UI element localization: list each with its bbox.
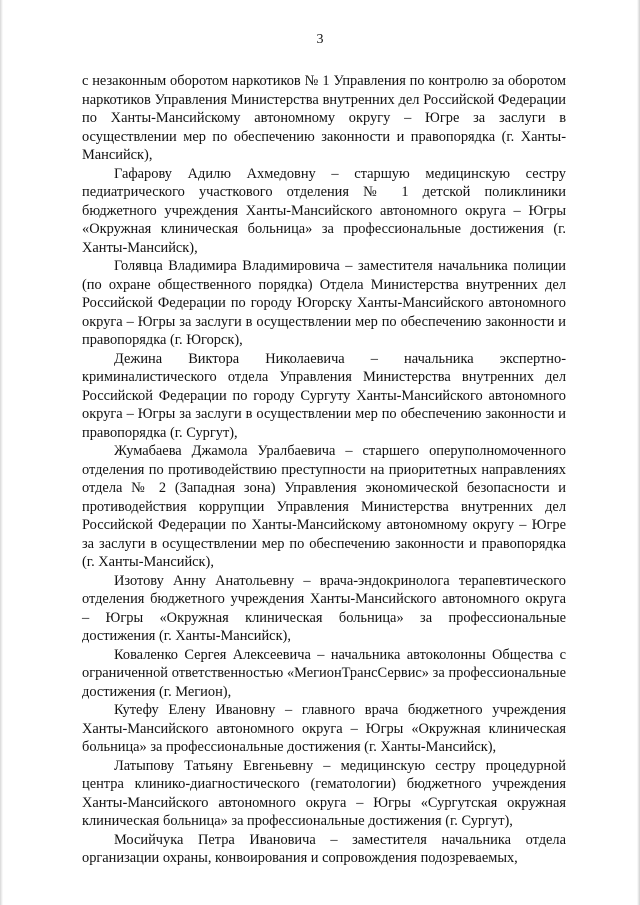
paragraph-kutefa: Кутефу Елену Ивановну – главного врача бюджетного учреждения Ханты-Мансийского автономного округа – Югры «Окружная клиническая больница» за профессиональные достижения (г. Ханты-Мансийск), (82, 702, 566, 755)
paragraph-zhumabaev: Жумабаева Джамола Уралбаевича – старшего оперуполномоченного отделения по противодействию преступности на приоритетных направлениях отдела № 2 (Западная зона) Управления экономической безопасности и противодействия коррупции Управления Министерства внутренних дел Российской Федерации по Ханты-Мансийскому автономному округу – Югре за заслуги в осуществлении мер по обеспечению законности и правопорядка (г. Ханты-Мансийск), (82, 443, 566, 570)
paragraph-golyavets: Голявца Владимира Владимировича – заместителя начальника полиции (по охране общественного порядка) Отдела Министерства внутренних дел Российской Федерации по городу Югорску Ханты-Мансийского автономного округа – Югры за заслуги в осуществлении мер по обеспечению законности и правопорядка (г. Югорск), (82, 258, 566, 348)
paragraph-latypova: Латыпову Татьяну Евгеньевну – медицинскую сестру процедурной центра клинико-диагностического (гематологии) бюджетного учреждения Ханты-Мансийского автономного округа – Югры «Сургутская окружная клиническая больница» за профессиональные достижения (г. Сургут), (82, 757, 566, 829)
paragraph-dezhin: Дежина Виктора Николаевича – начальника экспертно-криминалистического отдела Управления Министерства внутренних дел Российской Федерации по городу Сургуту Ханты-Мансийского автономного округа – Югры за заслуги в осуществлении мер по обеспечению законности и правопорядка (г. Сургут), (82, 350, 566, 441)
paragraph-kovalenko: Коваленко Сергея Алексеевича – начальника автоколонны Общества с ограниченной ответственностью «МегионТрансСервис» за профессиональные достижения (г. Мегион), (82, 646, 566, 700)
document-body (82, 72, 566, 868)
page-number: 3 (316, 32, 324, 47)
paragraph-izotova: Изотову Анну Анатольевну – врача-эндокринолога терапевтического отделения бюджетного учреждения Ханты-Мансийского автономного округа – Югры «Окружная клиническая больница» за профессиональные достижения (г. Ханты-Мансийск), (82, 572, 566, 644)
paragraph-continuation: с незаконным оборотом наркотиков № 1 Управления по контролю за оборотом наркотиков Управления Министерства внутренних дел Российской Федерации по Ханты-Мансийскому автономному округу – Югре за заслуги в осуществлении мер по обеспечению законности и правопорядка (г. Ханты-Мансийск), (82, 73, 566, 163)
paragraph-gafarova: Гафарову Адилю Ахмедовну – старшую медицинскую сестру педиатрического участкового отделения № 1 детской поликлиники бюджетного учреждения Ханты-Мансийского автономного округа – Югры «Окружная клиническая больница» за профессиональные достижения (г. Ханты-Мансийск), (82, 165, 566, 256)
page-edge-left (0, 0, 3, 905)
paragraph-mosiychuk: Мосийчука Петра Ивановича – заместителя начальника отдела организации охраны, конвоирования и сопровождения подозреваемых, (82, 831, 566, 866)
